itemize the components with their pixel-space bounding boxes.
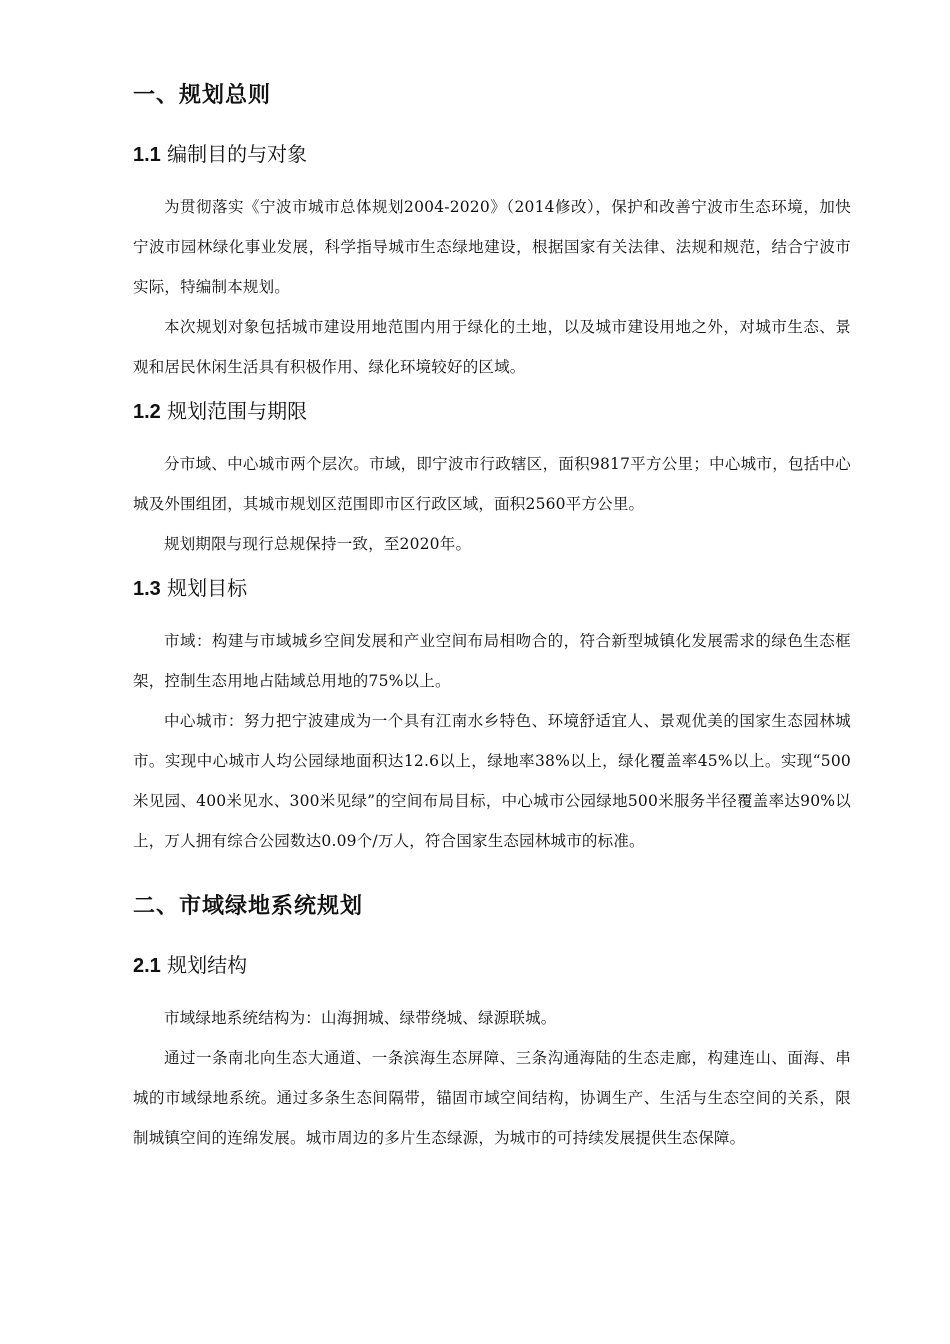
paragraph: 本次规划对象包括城市建设用地范围内用于绿化的土地，以及城市建设用地之外，对城市生态、景观和居民休闲生活具有积极作用、绿化环境较好的区域。 [133,318,851,376]
paragraph: 规划期限与现行总规保持一致，至2020年。 [164,535,472,553]
paragraph: 分市域、中心城市两个层次。市域，即宁波市行政辖区，面积9817平方公里；中心城市，包括中心城及外围组团，其城市规划区范围即市区行政区域，面积2560平方公里。 [133,455,851,513]
subsection-heading-1-3 [133,570,851,607]
subsection-title: 规划结构 [167,953,248,977]
subsection-number: 1.3 [133,578,161,600]
subsection-heading-1-1 [133,136,851,173]
paragraph: 市域绿地系统结构为：山海拥城、绿带绕城、绿源联城。 [164,1009,557,1027]
subsection-number: 2.1 [133,955,161,977]
paragraph: 市域：构建与市域城乡空间发展和产业空间布局相吻合的，符合新型城镇化发展需求的绿色生态框架，控制生态用地占陆域总用地的75%以上。 [133,632,851,690]
subsection-title: 规划目标 [167,576,248,600]
subsection-heading-1-2 [133,393,851,430]
subsection-heading-2-1 [133,947,851,984]
subsection-title: 编制目的与对象 [167,142,308,166]
subsection-number: 1.1 [133,144,161,166]
paragraph: 为贯彻落实《宁波市城市总体规划2004-2020》（2014修改），保护和改善宁波市生态环境，加快宁波市园林绿化事业发展，科学指导城市生态绿地建设，根据国家有关法律、法规和规范，结合宁波市实际，特编制本规划。 [133,198,851,296]
subsection-title: 规划范围与期限 [167,399,308,423]
section-heading-1: 一、规划总则 [133,83,272,108]
section-heading-2: 二、市域绿地系统规划 [133,894,364,919]
document-body [133,76,851,1158]
subsection-number: 1.2 [133,401,161,423]
paragraph: 通过一条南北向生态大通道、一条滨海生态屏障、三条沟通海陆的生态走廊，构建连山、面海、串城的市域绿地系统。通过多条生态间隔带，锚固市域空间结构，协调生产、生活与生态空间的关系，限制城镇空间的连绵发展。城市周边的多片生态绿源，为城市的可持续发展提供生态保障。 [133,1049,851,1147]
paragraph: 中心城市：努力把宁波建成为一个具有江南水乡特色、环境舒适宜人、景观优美的国家生态园林城市。实现中心城市人均公园绿地面积达12.6以上，绿地率38%以上，绿化覆盖率45%以上。实现“500米见园、400米见水、300米见绿”的空间布局目标，中心城市公园绿地500米服务半径覆盖率达90%以上，万人拥有综合公园数达0.09个/万人，符合国家生态园林城市的标准。 [133,712,851,850]
